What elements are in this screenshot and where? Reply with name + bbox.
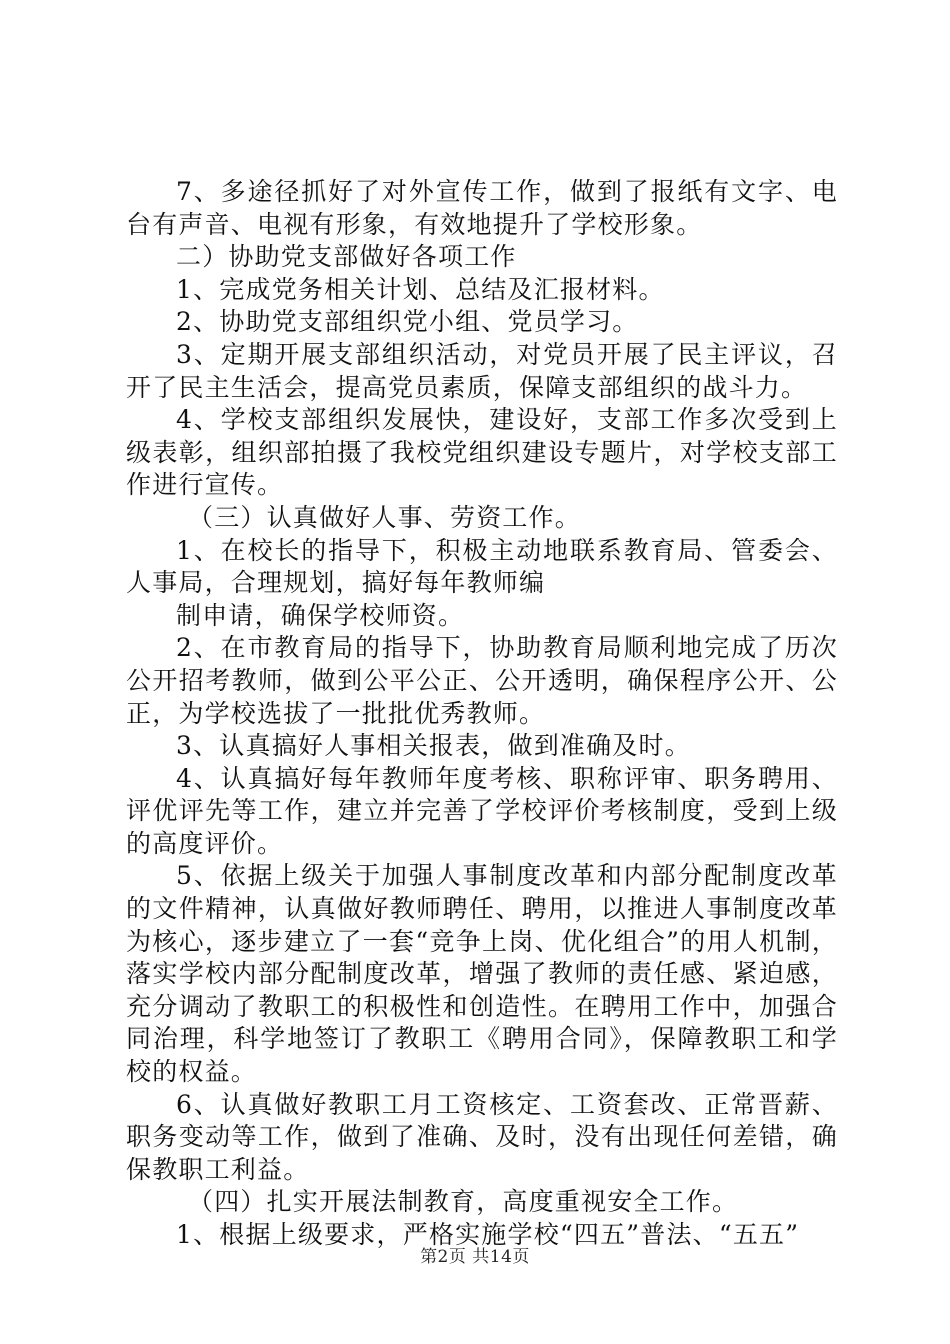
paragraph-legal-1: 1、根据上级要求，严格实施学校“四五”普法、“五五”: [176, 1220, 800, 1249]
paragraph-personnel-6: 6、认真做好教职工月工资核定、工资套改、正常晋薪、职务变动等工作，做到了准确、及时，没有出现任何差错，确保教职工利益。: [126, 1089, 838, 1184]
page-number-footer: 第2页 共14页: [420, 1247, 530, 1267]
section-heading-party-branch: 二）协助党支部做好各项工作: [176, 242, 517, 272]
paragraph-party-1: 1、完成党务相关计划、总结及汇报材料。: [176, 274, 665, 304]
section-heading-personnel: （三）认真做好人事、劳资工作。: [188, 502, 582, 532]
paragraph-party-2: 2、协助党支部组织党小组、党员学习。: [176, 307, 639, 337]
document-body: [126, 176, 838, 1252]
section-heading-legal-safety: （四）扎实开展法制教育，高度重视安全工作。: [188, 1187, 739, 1217]
paragraph-party-3: 3、定期开展支部组织活动，对党员开展了民主评议，召开了民主生活会，提高党员素质，保障支部组织的战斗力。: [126, 339, 838, 402]
paragraph-personnel-1-continued: 制申请，确保学校师资。: [176, 600, 465, 630]
paragraph-personnel-4: 4、认真搞好每年教师年度考核、职称评审、职务聘用、评优评先等工作，建立并完善了学校评价考核制度，受到上级的高度评价。: [126, 763, 838, 858]
paragraph-personnel-1: 1、在校长的指导下，积极主动地联系教育局、管委会、人事局，合理规划，搞好每年教师编: [126, 535, 838, 598]
paragraph-publicity: 7、多途径抓好了对外宣传工作，做到了报纸有文字、电台有声音、电视有形象，有效地提升了学校形象。: [126, 177, 838, 239]
paragraph-personnel-2: 2、在市教育局的指导下，协助教育局顺利地完成了历次公开招考教师，做到公平公正、公开透明，确保程序公开、公正，为学校选拔了一批批优秀教师。: [126, 633, 838, 728]
paragraph-personnel-3: 3、认真搞好人事相关报表，做到准确及时。: [176, 731, 691, 761]
paragraph-party-4: 4、学校支部组织发展快，建设好，支部工作多次受到上级表彰，组织部拍摄了我校党组织建设专题片，对学校支部工作进行宣传。: [126, 405, 838, 500]
paragraph-personnel-5: 5、依据上级关于加强人事制度改革和内部分配制度改革的文件精神，认真做好教师聘任、聘用，以推进人事制度改革为核心，逐步建立了一套“竞争上岗、优化组合”的用人机制，落实学校内部分配制度改革，增强了教师的责任感、紧迫感，充分调动了教职工的积极性和创造性。在聘用工作中，加强合同治理，科学地签订了教职工《聘用合同》，保障教职工和学校的权益。: [126, 861, 838, 1087]
